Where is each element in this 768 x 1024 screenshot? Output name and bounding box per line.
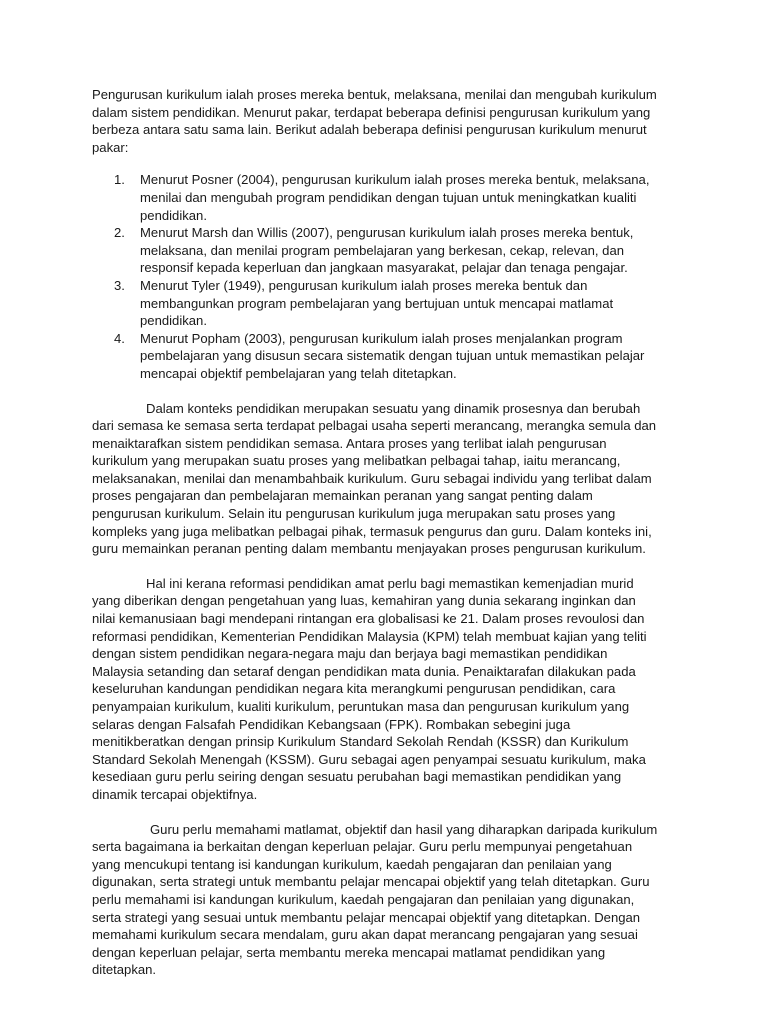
definitions-list xyxy=(92,171,658,382)
list-item-number: 4. xyxy=(114,330,125,346)
list-item-text: Menurut Tyler (1949), pengurusan kurikulum ialah proses mereka bentuk dan membangunkan program pembelajaran yang bertujuan untuk mencapai matlamat pendidikan. xyxy=(140,277,614,329)
list-item-text: Menurut Popham (2003), pengurusan kurikulum ialah proses menjalankan program pembelajaran yang disusun secara sistematik dengan tujuan untuk memastikan pelajar mencapai objektif pembelajaran yang telah ditetapkan. xyxy=(140,330,645,381)
body-paragraph-4: Guru perlu memahami matlamat, objektif dan hasil yang diharapkan daripada kurikulum serta bagaimana ia berkaitan dengan keperluan pelajar. Guru perlu mempunyai pengetahuan yang mencukupi tentang isi kandungan kurikulum, kaedah pengajaran dan penilaian yang digunakan, serta strategi untuk membantu pelajar mencapai objektif yang telah ditetapkan. Guru perlu memahami isi kandungan kurikulum, kaedah pengajaran dan penilaian yang digunakan, serta strategi yang sesuai untuk membantu pelajar mencapai objektif yang ditetapkan. Dengan memahami kurikulum secara mendalam, guru akan dapat merancang pengajaran yang sesuai dengan keperluan pelajar, serta membantu mereka mencapai matlamat pendidikan yang ditetapkan. xyxy=(92,821,658,978)
list-item xyxy=(92,171,658,224)
list-item-text: Menurut Marsh dan Willis (2007), pengurusan kurikulum ialah proses mereka bentuk, melaksana, dan menilai program pembelajaran yang berkesan, cekap, relevan, dan responsif kepada keperluan dan jangkaan masyarakat, pelajar dan tenaga pengajar. xyxy=(140,225,634,276)
list-item xyxy=(92,224,658,277)
body-paragraph-2: Dalam konteks pendidikan merupakan sesuatu yang dinamik prosesnya dan berubah dari semasa ke semasa serta terdapat pelbagai usaha seperti merancang, merangka semula dan menaiktarafkan sistem pendidikan semasa. Antara proses yang terlibat ialah pengurusan kurikulum yang merupakan suatu proses yang melibatkan pelbagai tahap, iaitu merancang, melaksanakan, menilai dan menambahbaik kurikulum. Guru sebagai individu yang terlibat dalam proses pengajaran dan pembelajaran memainkan peranan yang sangat penting dalam pengurusan kurikulum. Selain itu pengurusan kurikulum juga merupakan satu proses yang kompleks yang juga melibatkan pelbagai pihak, termasuk pengurus dan guru. Dalam konteks ini, guru memainkan peranan penting dalam membantu menjayakan proses pengurusan kurikulum. xyxy=(92,400,657,557)
list-item-number: 3. xyxy=(114,277,125,293)
list-item-number: 1. xyxy=(114,172,125,188)
list-item-text: Menurut Posner (2004), pengurusan kurikulum ialah proses mereka bentuk, melaksana, menilai dan mengubah program pendidikan dengan tujuan untuk meningkatkan kualiti pendidikan. xyxy=(140,172,650,223)
list-item xyxy=(92,330,658,383)
list-item xyxy=(92,277,658,330)
intro-paragraph: Pengurusan kurikulum ialah proses mereka bentuk, melaksana, menilai dan mengubah kurikulum dalam sistem pendidikan. Menurut pakar, terdapat beberapa definisi pengurusan kurikulum yang berbeza antara satu sama lain. Berikut adalah beberapa definisi pengurusan kurikulum menurut pakar: xyxy=(92,87,657,155)
body-paragraph-3: Hal ini kerana reformasi pendidikan amat perlu bagi memastikan kemenjadian murid yang diberikan dengan pengetahuan yang luas, kemahiran yang dunia sekarang inginkan dan nilai kemanusiaan bagi mendepani rintangan era globalisasi ke 21. Dalam proses revoulosi dan reformasi pendidikan, Kementerian Pendidikan Malaysia (KPM) telah membuat kajian yang teliti dengan sistem pendidikan negara-negara maju dan berjaya bagi memastikan pendidikan Malaysia setanding dan setaraf dengan pendidikan mata dunia. Penaiktarafan dilakukan pada keseluruhan kandungan pendidikan negara kita merangkumi pengurusan pendidikan, cara penyampaian kurikulum, kualiti kurikulum, peruntukan masa dan pengurusan kurikulum yang selaras dengan Falsafah Pendidikan Kebangsaan (FPK). Rombakan sebegini juga menitikberatkan dengan prinsip Kurikulum Standard Sekolah Rendah (KSSR) dan Kurikulum Standard Sekolah Menengah (KSSM). Guru sebagai agen penyampai sesuatu kurikulum, maka kesediaan guru perlu seiring dengan sesuatu perubahan bagi memastikan pendidikan yang dinamik tercapai objektifnya. xyxy=(92,575,647,802)
list-item-number: 2. xyxy=(114,225,125,241)
